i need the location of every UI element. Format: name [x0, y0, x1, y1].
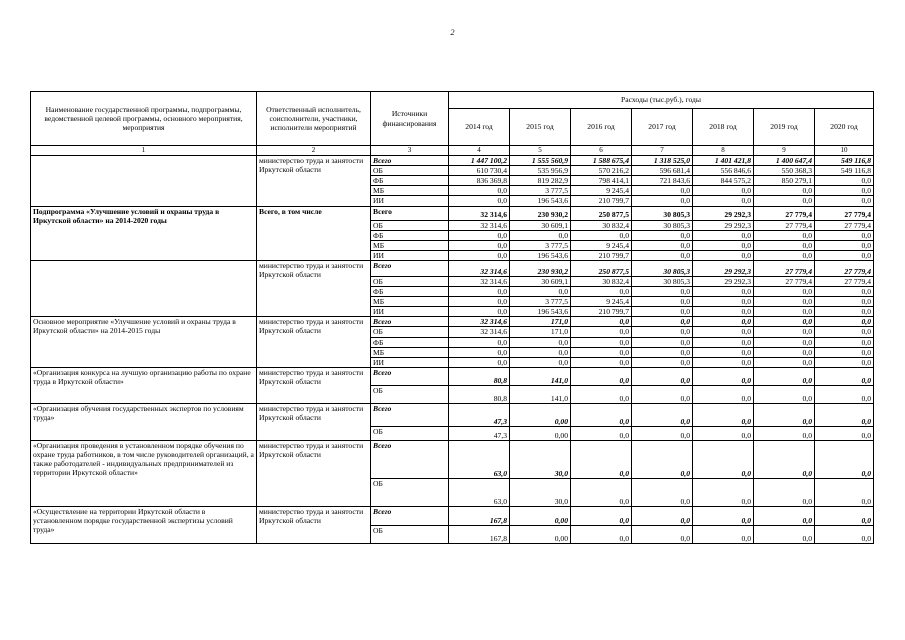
value-cell: 141,0 — [510, 367, 571, 385]
value-cell: 0,0 — [754, 307, 815, 317]
value-cell: 32 314,6 — [449, 276, 510, 286]
value-cell: 171,0 — [510, 317, 571, 327]
value-cell: 0,0 — [510, 347, 571, 357]
value-cell: 29 292,3 — [693, 260, 754, 276]
table-row — [31, 367, 874, 385]
value-cell: 0,0 — [571, 230, 632, 240]
value-cell: 0,0 — [693, 327, 754, 337]
value-cell: 0,0 — [449, 347, 510, 357]
value-cell: 63,0 — [449, 440, 510, 478]
value-cell: 0,0 — [632, 250, 693, 260]
value-cell: 0,0 — [571, 506, 632, 525]
value-cell: 549 116,8 — [815, 156, 874, 166]
source-cell: Всего — [371, 367, 449, 385]
value-cell: 0,0 — [632, 403, 693, 426]
column-index: 2 — [257, 146, 371, 156]
value-cell: 0,0 — [754, 525, 815, 543]
source-cell: ФБ — [371, 230, 449, 240]
source-cell: ОБ — [371, 220, 449, 230]
value-cell: 0,0 — [754, 327, 815, 337]
budget-table — [30, 91, 874, 544]
source-cell: ФБ — [371, 287, 449, 297]
value-cell: 535 956,9 — [510, 166, 571, 176]
value-cell: 30 805,3 — [632, 220, 693, 230]
value-cell: 0,0 — [754, 250, 815, 260]
value-cell: 30 609,1 — [510, 276, 571, 286]
value-cell: 0,0 — [449, 297, 510, 307]
value-cell: 30 805,3 — [632, 260, 693, 276]
value-cell: 0,0 — [815, 176, 874, 186]
value-cell: 30,0 — [510, 440, 571, 478]
value-cell: 0,0 — [693, 385, 754, 403]
value-cell: 0,0 — [571, 367, 632, 385]
value-cell: 32 314,6 — [449, 317, 510, 327]
value-cell: 0,0 — [449, 357, 510, 367]
value-cell: 0,0 — [510, 287, 571, 297]
value-cell: 0,0 — [632, 478, 693, 506]
value-cell: 0,0 — [449, 240, 510, 250]
executor-cell: министерство труда и занятости Иркутской области — [257, 440, 371, 506]
value-cell: 250 877,5 — [571, 206, 632, 220]
value-cell: 27 779,4 — [815, 260, 874, 276]
column-index: 3 — [371, 146, 449, 156]
value-cell: 210 799,7 — [571, 250, 632, 260]
value-cell: 1 318 525,0 — [632, 156, 693, 166]
value-cell: 0,0 — [632, 440, 693, 478]
value-cell: 0,0 — [693, 186, 754, 196]
value-cell: 0,0 — [449, 186, 510, 196]
header-name: Наименование государственной программы, подпрограммы, ведомственной целевой программы, основного мероприятия, мероприятия — [31, 92, 257, 146]
value-cell: 0,0 — [632, 327, 693, 337]
value-cell: 0,0 — [571, 347, 632, 357]
value-cell: 0,0 — [815, 426, 874, 440]
value-cell: 0,0 — [632, 506, 693, 525]
value-cell: 27 779,4 — [754, 220, 815, 230]
value-cell: 47,3 — [449, 403, 510, 426]
value-cell: 29 292,3 — [693, 220, 754, 230]
value-cell: 550 368,3 — [754, 166, 815, 176]
value-cell: 0,0 — [815, 385, 874, 403]
source-cell: ОБ — [371, 327, 449, 337]
header-year: 2016 год — [571, 109, 632, 146]
value-cell: 0,0 — [754, 230, 815, 240]
value-cell: 0,00 — [510, 525, 571, 543]
source-cell: ОБ — [371, 478, 449, 506]
value-cell: 0,0 — [815, 525, 874, 543]
value-cell: 0,0 — [693, 367, 754, 385]
value-cell: 1 555 560,9 — [510, 156, 571, 166]
value-cell: 836 369,8 — [449, 176, 510, 186]
value-cell: 0,0 — [449, 337, 510, 347]
item-name-cell: «Организация проведения в установленном порядке обучения по охране труда работников, в том числе руководителей организаций, а также работодателей - индивидуальных предпринимателей из территории Иркутской области» — [31, 440, 257, 506]
source-cell: ИИ — [371, 196, 449, 206]
header-source: Источники финансирования — [371, 92, 449, 146]
value-cell: 850 279,1 — [754, 176, 815, 186]
source-cell: ИИ — [371, 250, 449, 260]
value-cell: 0,0 — [632, 240, 693, 250]
item-name-cell: Подпрограмма «Улучшение условий и охраны труда в Иркутской области» на 2014-2020 годы — [31, 206, 257, 260]
value-cell: 32 314,6 — [449, 327, 510, 337]
value-cell: 196 543,6 — [510, 196, 571, 206]
value-cell: 0,0 — [632, 317, 693, 327]
value-cell: 0,0 — [815, 506, 874, 525]
value-cell: 0,0 — [754, 240, 815, 250]
value-cell: 0,0 — [815, 186, 874, 196]
value-cell: 80,8 — [449, 367, 510, 385]
value-cell: 0,0 — [693, 426, 754, 440]
value-cell: 32 314,6 — [449, 260, 510, 276]
column-index: 9 — [754, 146, 815, 156]
value-cell: 0,0 — [510, 230, 571, 240]
header-expenses: Расходы (тыс.руб.), годы — [449, 92, 874, 109]
value-cell: 0,0 — [693, 347, 754, 357]
table-row — [31, 260, 874, 276]
value-cell: 0,0 — [632, 196, 693, 206]
value-cell: 0,0 — [449, 196, 510, 206]
value-cell: 9 245,4 — [571, 297, 632, 307]
value-cell: 0,0 — [632, 186, 693, 196]
item-name-cell: «Организация конкурса на лучшую организацию работы по охране труда в Иркутской области» — [31, 367, 257, 403]
value-cell: 3 777,5 — [510, 297, 571, 307]
source-cell: Всего — [371, 260, 449, 276]
value-cell: 9 245,4 — [571, 186, 632, 196]
value-cell: 27 779,4 — [754, 260, 815, 276]
value-cell: 0,0 — [815, 478, 874, 506]
value-cell: 0,0 — [815, 307, 874, 317]
column-index: 4 — [449, 146, 510, 156]
executor-cell: министерство труда и занятости Иркутской области — [257, 506, 371, 543]
source-cell: МБ — [371, 347, 449, 357]
header-year: 2014 год — [449, 109, 510, 146]
value-cell: 0,0 — [815, 196, 874, 206]
value-cell: 0,0 — [449, 230, 510, 240]
item-name-cell — [31, 260, 257, 316]
value-cell: 0,0 — [693, 240, 754, 250]
value-cell: 0,0 — [571, 525, 632, 543]
value-cell: 32 314,6 — [449, 220, 510, 230]
column-index: 6 — [571, 146, 632, 156]
value-cell: 0,0 — [632, 337, 693, 347]
value-cell: 30 609,1 — [510, 220, 571, 230]
value-cell: 0,0 — [754, 347, 815, 357]
value-cell: 0,0 — [693, 506, 754, 525]
table-body — [31, 156, 874, 544]
value-cell: 0,0 — [815, 250, 874, 260]
value-cell: 0,0 — [815, 337, 874, 347]
value-cell: 0,0 — [815, 440, 874, 478]
value-cell: 230 930,2 — [510, 206, 571, 220]
source-cell: ФБ — [371, 337, 449, 347]
value-cell: 0,0 — [449, 287, 510, 297]
value-cell: 0,0 — [693, 337, 754, 347]
value-cell: 0,0 — [754, 297, 815, 307]
value-cell: 0,0 — [815, 327, 874, 337]
value-cell: 0,0 — [449, 250, 510, 260]
item-name-cell: Основное мероприятие «Улучшение условий и охраны труда в Иркутской области» на 2014-2015 годы — [31, 317, 257, 367]
value-cell: 0,0 — [571, 327, 632, 337]
source-cell: Всего — [371, 206, 449, 220]
value-cell: 819 282,9 — [510, 176, 571, 186]
value-cell: 29 292,3 — [693, 206, 754, 220]
column-index: 1 — [31, 146, 257, 156]
source-cell: ИИ — [371, 357, 449, 367]
value-cell: 0,0 — [693, 230, 754, 240]
value-cell: 27 779,4 — [815, 276, 874, 286]
value-cell: 0,0 — [815, 287, 874, 297]
value-cell: 0,0 — [571, 440, 632, 478]
page-number: 2 — [450, 28, 455, 37]
value-cell: 0,0 — [754, 337, 815, 347]
source-cell: МБ — [371, 240, 449, 250]
value-cell: 0,0 — [510, 337, 571, 347]
value-cell: 0,0 — [693, 297, 754, 307]
value-cell: 0,0 — [632, 385, 693, 403]
column-index: 8 — [693, 146, 754, 156]
value-cell: 0,0 — [571, 478, 632, 506]
table-row — [31, 156, 874, 166]
value-cell: 798 414,1 — [571, 176, 632, 186]
column-index: 10 — [815, 146, 874, 156]
source-cell: Всего — [371, 506, 449, 525]
value-cell: 27 779,4 — [754, 206, 815, 220]
value-cell: 0,0 — [754, 196, 815, 206]
source-cell: ОБ — [371, 166, 449, 176]
value-cell: 0,0 — [815, 230, 874, 240]
value-cell: 0,0 — [754, 357, 815, 367]
value-cell: 1 400 647,4 — [754, 156, 815, 166]
value-cell: 0,0 — [754, 440, 815, 478]
value-cell: 29 292,3 — [693, 276, 754, 286]
value-cell: 0,0 — [815, 240, 874, 250]
value-cell: 0,0 — [693, 317, 754, 327]
source-cell: ИИ — [371, 307, 449, 317]
header-year: 2015 год — [510, 109, 571, 146]
value-cell: 556 846,6 — [693, 166, 754, 176]
value-cell: 0,0 — [571, 403, 632, 426]
value-cell: 3 777,5 — [510, 186, 571, 196]
value-cell: 0,0 — [571, 317, 632, 327]
value-cell: 0,0 — [510, 357, 571, 367]
value-cell: 0,0 — [571, 385, 632, 403]
value-cell: 47,3 — [449, 426, 510, 440]
value-cell: 0,0 — [754, 403, 815, 426]
value-cell: 210 799,7 — [571, 196, 632, 206]
value-cell: 27 779,4 — [815, 206, 874, 220]
value-cell: 167,8 — [449, 525, 510, 543]
source-cell: МБ — [371, 297, 449, 307]
value-cell: 0,0 — [815, 297, 874, 307]
value-cell: 63,0 — [449, 478, 510, 506]
executor-cell: министерство труда и занятости Иркутской области — [257, 317, 371, 367]
header-year: 2020 год — [815, 109, 874, 146]
value-cell: 0,0 — [754, 506, 815, 525]
source-cell: Всего — [371, 403, 449, 426]
value-cell: 0,0 — [571, 287, 632, 297]
value-cell: 0,0 — [815, 367, 874, 385]
value-cell: 0,0 — [815, 347, 874, 357]
value-cell: 0,0 — [754, 385, 815, 403]
value-cell: 230 930,2 — [510, 260, 571, 276]
table-row — [31, 403, 874, 426]
value-cell: 30,0 — [510, 478, 571, 506]
value-cell: 0,0 — [815, 357, 874, 367]
value-cell: 1 447 100,2 — [449, 156, 510, 166]
value-cell: 30 832,4 — [571, 220, 632, 230]
value-cell: 0,0 — [693, 357, 754, 367]
executor-cell: министерство труда и занятости Иркутской области — [257, 260, 371, 316]
value-cell: 196 543,6 — [510, 250, 571, 260]
value-cell: 0,0 — [693, 250, 754, 260]
value-cell: 0,0 — [449, 307, 510, 317]
header-executor: Ответственный исполнитель, соисполнители, участники, исполнители мероприятий — [257, 92, 371, 146]
value-cell: 32 314,6 — [449, 206, 510, 220]
value-cell: 0,0 — [693, 287, 754, 297]
item-name-cell: «Организация обучения государственных экспертов по условиям труда» — [31, 403, 257, 440]
source-cell: Всего — [371, 440, 449, 478]
table-row — [31, 317, 874, 327]
value-cell: 721 843,6 — [632, 176, 693, 186]
value-cell: 80,8 — [449, 385, 510, 403]
value-cell: 0,0 — [571, 426, 632, 440]
header-year: 2019 год — [754, 109, 815, 146]
value-cell: 30 805,3 — [632, 276, 693, 286]
source-cell: ОБ — [371, 276, 449, 286]
value-cell: 0,0 — [754, 317, 815, 327]
value-cell: 610 730,4 — [449, 166, 510, 176]
executor-cell: министерство труда и занятости Иркутской области — [257, 156, 371, 206]
source-cell: ФБ — [371, 176, 449, 186]
source-cell: ОБ — [371, 426, 449, 440]
value-cell: 844 575,2 — [693, 176, 754, 186]
value-cell: 1 401 421,8 — [693, 156, 754, 166]
value-cell: 0,00 — [510, 426, 571, 440]
value-cell: 0,0 — [571, 357, 632, 367]
value-cell: 210 799,7 — [571, 307, 632, 317]
value-cell: 0,0 — [693, 478, 754, 506]
value-cell: 9 245,4 — [571, 240, 632, 250]
value-cell: 0,0 — [693, 403, 754, 426]
column-index: 5 — [510, 146, 571, 156]
value-cell: 3 777,5 — [510, 240, 571, 250]
header-year: 2017 год — [632, 109, 693, 146]
value-cell: 30 832,4 — [571, 276, 632, 286]
value-cell: 27 779,4 — [815, 220, 874, 230]
table-row — [31, 206, 874, 220]
value-cell: 0,0 — [632, 230, 693, 240]
value-cell: 27 779,4 — [754, 276, 815, 286]
column-index: 7 — [632, 146, 693, 156]
value-cell: 196 543,6 — [510, 307, 571, 317]
item-name-cell: «Осуществление на территории Иркутской области в установленном порядке государственной экспертизы условий труда» — [31, 506, 257, 543]
value-cell: 570 216,2 — [571, 166, 632, 176]
value-cell: 250 877,5 — [571, 260, 632, 276]
value-cell: 0,0 — [754, 367, 815, 385]
value-cell: 141,0 — [510, 385, 571, 403]
table-row — [31, 440, 874, 478]
value-cell: 0,0 — [754, 426, 815, 440]
header-year: 2018 год — [693, 109, 754, 146]
value-cell: 167,8 — [449, 506, 510, 525]
value-cell: 0,0 — [571, 337, 632, 347]
source-cell: ОБ — [371, 385, 449, 403]
source-cell: МБ — [371, 186, 449, 196]
item-name-cell — [31, 156, 257, 206]
value-cell: 0,0 — [632, 525, 693, 543]
value-cell: 171,0 — [510, 327, 571, 337]
value-cell: 1 588 675,4 — [571, 156, 632, 166]
value-cell: 0,0 — [632, 357, 693, 367]
value-cell: 0,0 — [815, 403, 874, 426]
value-cell: 0,0 — [632, 287, 693, 297]
value-cell: 30 805,3 — [632, 206, 693, 220]
value-cell: 549 116,8 — [815, 166, 874, 176]
source-cell: Всего — [371, 156, 449, 166]
value-cell: 0,0 — [632, 297, 693, 307]
executor-cell: Всего, в том числе — [257, 206, 371, 260]
value-cell: 0,0 — [693, 196, 754, 206]
executor-cell: министерство труда и занятости Иркутской области — [257, 367, 371, 403]
value-cell: 0,0 — [754, 287, 815, 297]
value-cell: 0,00 — [510, 403, 571, 426]
source-cell: ОБ — [371, 525, 449, 543]
value-cell: 0,0 — [815, 317, 874, 327]
value-cell: 0,0 — [693, 525, 754, 543]
value-cell: 0,0 — [754, 186, 815, 196]
value-cell: 0,00 — [510, 506, 571, 525]
value-cell: 0,0 — [693, 440, 754, 478]
value-cell: 596 681,4 — [632, 166, 693, 176]
executor-cell: министерство труда и занятости Иркутской области — [257, 403, 371, 440]
table-row — [31, 506, 874, 525]
value-cell: 0,0 — [632, 367, 693, 385]
value-cell: 0,0 — [632, 307, 693, 317]
value-cell: 0,0 — [754, 478, 815, 506]
value-cell: 0,0 — [693, 307, 754, 317]
source-cell: Всего — [371, 317, 449, 327]
value-cell: 0,0 — [632, 426, 693, 440]
value-cell: 0,0 — [632, 347, 693, 357]
